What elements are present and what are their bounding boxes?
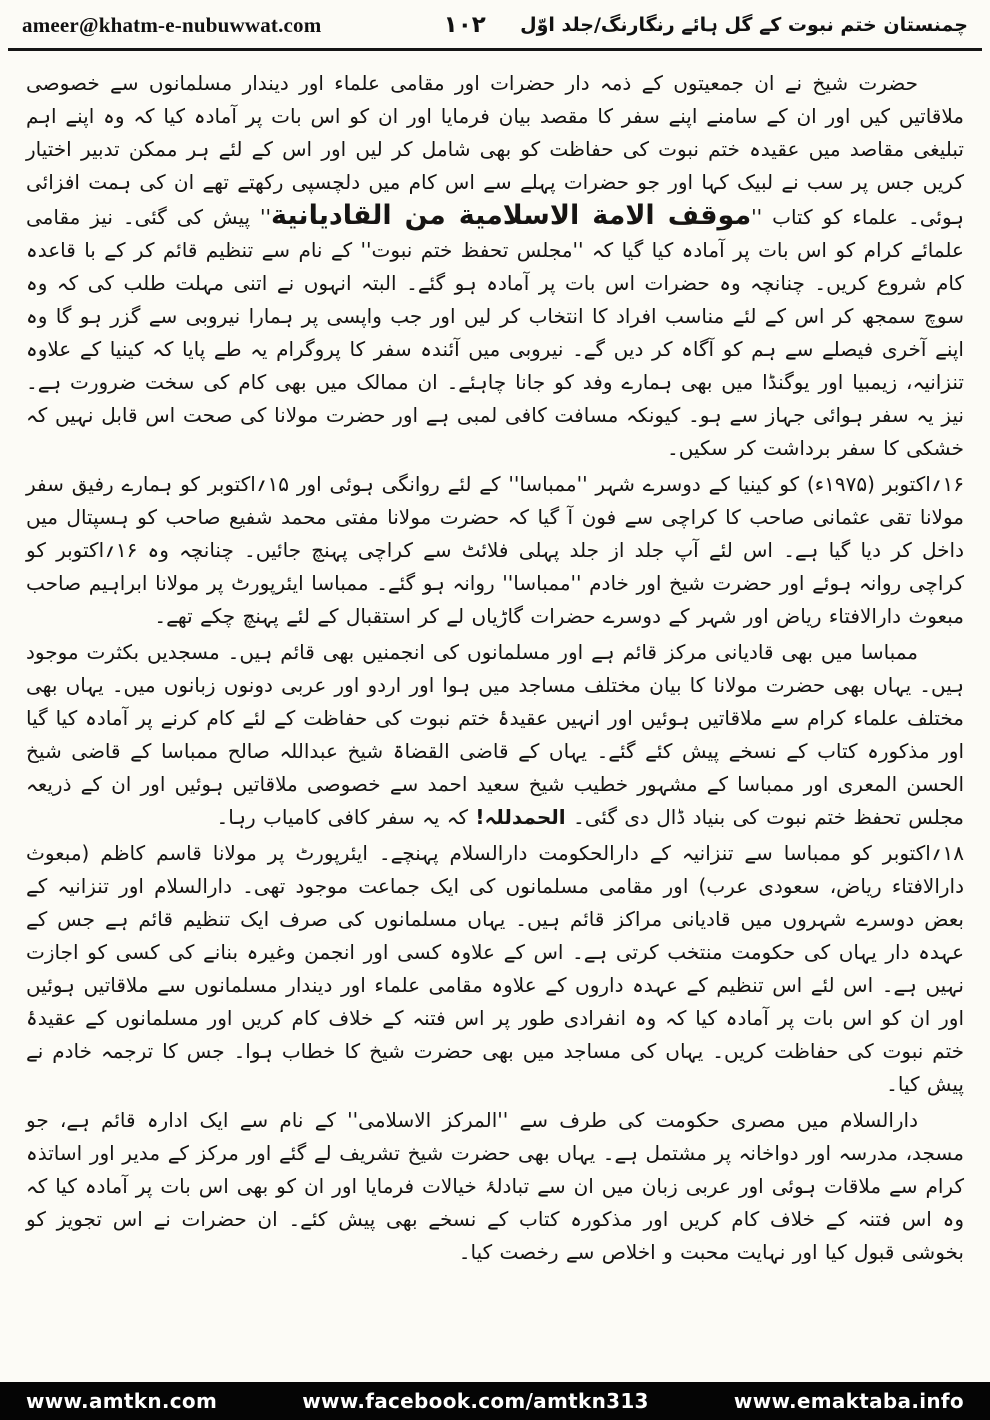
text-run: دارالسلام میں مصری حکومت کی طرف سے ''المرکز الاسلامی'' کے نام سے ایک ادارہ قائم ہے، جو مسجد، مدرسہ اور دواخانہ پر مشتمل ہے۔ یہاں بھی حضرت شیخ تشریف لے گئے اور مرکز کے مدیر اور اساتذہ کرام سے ملاقات ہوئی اور عربی زبان میں ان سے تبادلۂ خیالات فرمایا اور ان کو بھی اس بات پر آمادہ کیا کہ وہ اس فتنہ کے خلاف کام کریں اور مذکورہ کتاب کے نسخے بھی پیش کئے۔ ان حضرات نے اس تجویز کو بخوشی قبول کیا اور نہایت محبت و اخلاص سے رخصت کیا۔ (26, 1108, 964, 1264)
text-run: کہ یہ سفر کافی کامیاب رہا۔ (216, 805, 476, 829)
text-run: ممباسا میں بھی قادیانی مرکز قائم ہے اور مسلمانوں کی انجمنیں بھی قائم ہیں۔ مسجدیں بکثرت موجود ہیں۔ یہاں بھی حضرت مولانا کا بیان مختلف مساجد میں ہوا اور اردو اور عربی دونوں زبانوں میں۔ یہاں بھی مختلف علماء کرام سے ملاقاتیں ہوئیں اور انہیں عقیدۂ ختم نبوت کی حفاظت کے لئے کام کرنے پر آمادہ کیا گیا اور مذکورہ کتاب کے نسخے پیش کئے گئے۔ یہاں کے قاضی القضاۃ شیخ عبداللہ صالح ممباسا کے قاضی شیخ الحسن المعری اور ممباسا کے مشہور خطیب شیخ سعید احمد سے خصوصی ملاقاتیں ہوئیں اور ان کے ذریعہ مجلس تحفظ ختم نبوت کی بنیاد ڈال دی گئی۔ (26, 640, 964, 829)
text-run: ۱۶؍اکتوبر (۱۹۷۵ء) کو کینیا کے دوسرے شہر ''ممباسا'' کے لئے روانگی ہوئی اور ۱۵؍اکتوبر کو ہمارے رفیق سفر مولانا تقی عثمانی صاحب کا کراچی سے فون آ گیا کہ حضرت مولانا مفتی محمد شفیع صاحب کو ہسپتال میں داخل کر دیا گیا ہے۔ اس لئے آپ جلد از جلد پہلی فلائٹ سے کراچی پہنچ جائیں۔ چنانچہ وہ ۱۶؍اکتوبر کو کراچی روانہ ہوئے اور حضرت شیخ اور خادم ''ممباسا'' روانہ ہو گئے۔ ممباسا ایئرپورٹ پر مولانا ابراہیم صاحب مبعوث دارالافتاء ریاض اور شہر کے دوسرے حضرات گاڑیاں لے کر استقبال کے لئے پہنچ چکے تھے۔ (26, 472, 964, 628)
hamdala: الحمدللہ! (475, 805, 566, 829)
arabic-book-title: موقف الامة الاسلامية من القاديانية (271, 200, 752, 231)
paragraph (26, 1104, 964, 1269)
page-body (0, 51, 990, 1269)
paragraph (26, 67, 964, 465)
footer-bar (0, 1382, 990, 1420)
text-run: ۱۸؍اکتوبر کو ممباسا سے تنزانیہ کے دارالحکومت دارالسلام پہنچے۔ ایئرپورٹ پر مولانا قاسم کاظم (مبعوث دارالافتاء ریاض، سعودی عرب) اور مقامی مسلمانوں کی ایک جماعت موجود تھی۔ دارالسلام اور تنزانیہ کے بعض دوسرے شہروں میں قادیانی مراکز قائم ہیں۔ یہاں مسلمانوں کی صرف ایک تنظیم قائم ہے جس کے عہدہ دار یہاں کی حکومت منتخب کرتی ہے۔ اس کے علاوہ کسی اور انجمن وغیرہ بنانے کی کسی کو اجازت نہیں ہے۔ اس لئے اس تنظیم کے عہدہ داروں کے علاوہ مقامی علماء اور دیندار مسلمانوں سے ملاقاتیں ہوئیں اور ان کو اس بات پر آمادہ کیا کہ وہ انفرادی طور پر اس فتنہ کے خلاف کام کریں اور مسلمانوں کے عقیدۂ ختم نبوت کی حفاظت کریں۔ یہاں کی مساجد میں بھی حضرت شیخ کا خطاب ہوا۔ جس کا ترجمہ خادم نے پیش کیا۔ (26, 841, 964, 1096)
header-book-title: چمنستان ختم نبوت کے گل ہائے رنگارنگ/جلد اوّل (520, 14, 968, 36)
footer-link-emaktaba[interactable]: www.emaktaba.info (733, 1389, 964, 1413)
text-run: '' پیش کی گئی۔ نیز مقامی علمائے کرام کو اس بات پر آمادہ کیا گیا کہ ''مجلس تحفظ ختم نبوت'' کے نام سے تنظیم قائم کر کے با قاعدہ کام شروع کریں۔ چنانچہ وہ حضرات اس بات پر آمادہ ہو گئے۔ البتہ انہوں نے اتنی مہلت طلب کی کہ وہ سوچ سمجھ کر اس کے لئے مناسب افراد کا انتخاب کر لیں اور جب واپسی پر ہمارا نیروبی سے گزر ہو گا وہ اپنے آخری فیصلے سے ہم کو آگاہ کر دیں گے۔ نیروبی میں آئندہ سفر کا پروگرام یہ طے پایا کہ کینیا کے علاوہ تنزانیہ، زیمبیا اور یوگنڈا میں بھی ہمارے وفد کو جانا چاہئے۔ ان ممالک میں بھی کام کی سخت ضرورت ہے۔ نیز یہ سفر ہوائی جہاز سے ہو۔ کیونکہ مسافت کافی لمبی ہے اور حضرت مولانا کی صحت اس قابل نہیں کہ خشکی کا سفر برداشت کر سکیں۔ (26, 205, 965, 460)
paragraph (26, 468, 964, 633)
footer-link-amtkn[interactable]: www.amtkn.com (26, 1389, 218, 1413)
text-run: حضرت شیخ نے ان جمعیتوں کے ذمہ دار حضرات اور مقامی علماء اور دیندار مسلمانوں سے خصوصی ملاقاتیں کیں اور ان کے سامنے اپنے سفر کا مقصد بیان فرمایا اور ان کو اس بات پر آمادہ کیا کہ وہ اپنے اہم تبلیغی مقاصد میں عقیدہ ختم نبوت کی حفاظت کو بھی شامل کر لیں اور اس کے لئے ہر ممکن تدبیر اختیار کریں جس پر سب نے لبیک کہا اور جو حضرات پہلے سے اس کام میں دلچسپی رکھتے تھے ان کی ہمت افزائی ہوئی۔ علماء کو کتاب '' (26, 71, 964, 229)
paragraph (26, 837, 964, 1101)
paragraph (26, 636, 964, 834)
page-number: ۱۰۲ (443, 12, 486, 38)
footer-link-facebook[interactable]: www.facebook.com/amtkn313 (302, 1389, 649, 1413)
header-email: ameer@khatm-e-nubuwwat.com (22, 12, 322, 37)
page-header (0, 0, 990, 46)
